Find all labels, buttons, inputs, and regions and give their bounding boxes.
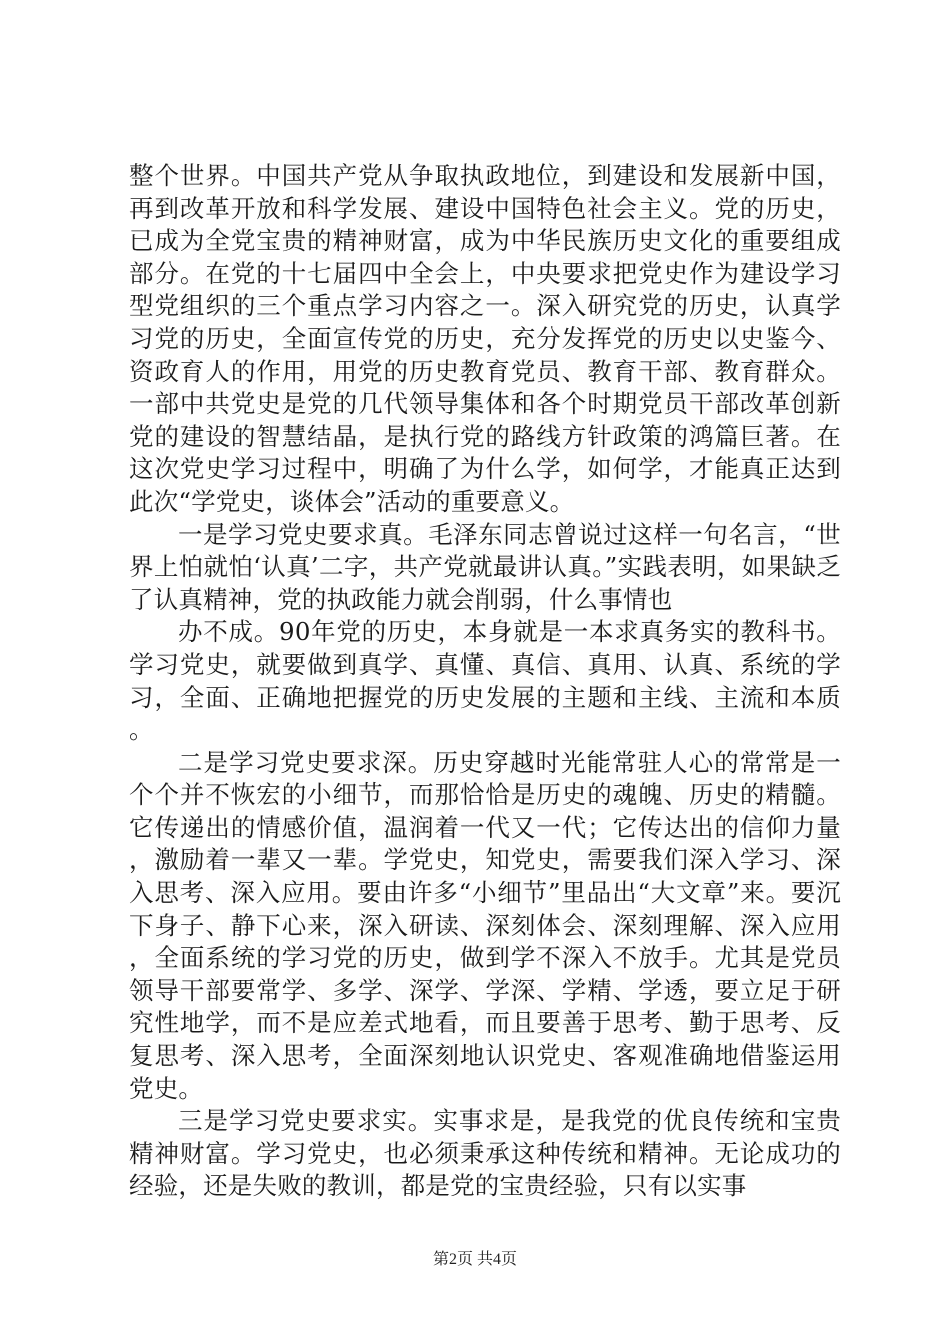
page-number-label: 第2页 共4页 — [432, 1251, 517, 1268]
paragraph-2: 一是学习党史要求真。毛泽东同志曾说过这样一句名言，“世界上怕就怕‘认真’二字，共产党就最讲认真。”实践表明，如果缺乏了认真精神，党的执政能力就会削弱，什么事情也 — [129, 519, 841, 614]
paragraph-4: 二是学习党史要求深。历史穿越时光能常驻人心的常常是一个个并不恢宏的小细节，而那恰恰是历史的魂魄、历史的精髓。它传递出的情感价值，温润着一代又一代；它传达出的信仰力量，激励着一辈又一辈。学党史，知党史，需要我们深入学习、深入思考、深入应用。要由许多“小细节”里品出“大文章”来。要沉下身子、静下心来，深入研读、深刻体会、深刻理解、深入应用，全面系统的学习党的历史，做到学不深入不放手。尤其是党员领导干部要常学、多学、深学、学深、学精、学透，要立足于研究性地学，而不是应差式地看，而且要善于思考、勤于思考、反复思考、深入思考，全面深刻地认识党史、客观准确地借鉴运用党史。 — [129, 747, 841, 1103]
document-body — [129, 160, 841, 1203]
paragraph-3: 办不成。90年党的历史，本身就是一本求真务实的教科书。学习党史，就要做到真学、真懂、真信、真用、认真、系统的学习，全面、正确地把握党的历史发展的主题和主线、主流和本质。 — [129, 617, 841, 745]
page-footer — [0, 1246, 950, 1269]
paragraph-1: 整个世界。中国共产党从争取执政地位，到建设和发展新中国，再到改革开放和科学发展、建设中国特色社会主义。党的历史，已成为全党宝贵的精神财富，成为中华民族历史文化的重要组成部分。在党的十七届四中全会上，中央要求把党史作为建设学习型党组织的三个重点学习内容之一。深入研究党的历史，认真学习党的历史，全面宣传党的历史，充分发挥党的历史以史鉴今、资政育人的作用，用党的历史教育党员、教育干部、教育群众。一部中共党史是党的几代领导集体和各个时期党员干部改革创新党的建设的智慧结晶，是执行党的路线方针政策的鸿篇巨著。在这次党史学习过程中，明确了为什么学，如何学，才能真正达到此次“学党史，谈体会”活动的重要意义。 — [129, 161, 841, 516]
paragraph-5: 三是学习党史要求实。实事求是，是我党的优良传统和宝贵精神财富。学习党史，也必须秉承这种传统和精神。无论成功的经验，还是失败的教训，都是党的宝贵经验，只有以实事 — [129, 1106, 841, 1201]
